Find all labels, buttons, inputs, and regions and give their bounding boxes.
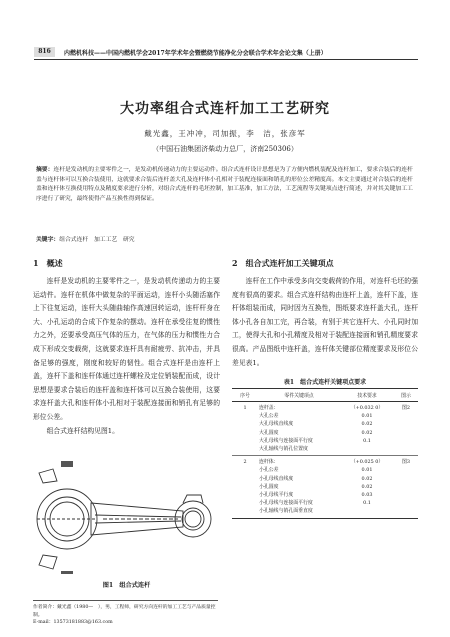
- table-header-row: [232, 389, 418, 402]
- running-header: [34, 47, 418, 60]
- item-line: 大孔母线直线度: [259, 421, 294, 428]
- abstract-text: 连杆是发动机的主要零件之一，是发动机传递动力的主要运动件。组合式连杆设计思想是为了方便内燃机装配及连杆加工，要求合装后的连杆盖与连杆体可以互换合装使用，这就要求合装后连杆盖大孔及连杆体小孔相对于装配连接面和销孔的形位公差精度高。本文主要通过对合装后的连杆盖和连杆体互换使用特点及精度要求进行分析，对组合式连杆的毛坯控制，加工基准，加工方法，工艺流程等关键项点进行简述，并对其关键加工工序进行了研究，最终使得产品互换性得到保证。: [36, 167, 413, 202]
- table-caption: 表1 组合式连杆关键项点要求: [283, 379, 367, 386]
- req-line: 0.1: [363, 437, 371, 444]
- keywords: [36, 234, 416, 243]
- footnote-bio: 作者简介：戴光鑫（1980— ），男，工程师，研究方向连杆的加工工艺与产品质量控制。: [33, 605, 216, 618]
- requirements-table: [232, 388, 418, 519]
- item-line: 大孔母线与连接面平行度: [259, 437, 313, 444]
- abstract: [36, 166, 416, 204]
- row-requirements: [340, 402, 394, 456]
- cap-bolt-upper: [39, 469, 57, 483]
- small-end-outer: [175, 501, 211, 537]
- row-no: 2: [232, 456, 258, 518]
- req-line: （+0.032 0）: [350, 405, 384, 411]
- item-line: 大孔轴线与销孔位置度: [259, 446, 308, 453]
- cap-bottom-pad: [61, 571, 73, 574]
- section-1-paragraph-1: 连杆是发动机的主要零件之一，是发动机传递动力的主要运动件。连杆在机体中做复杂的平面运动，连杆小头随活塞作上下往复运动，连杆大头随曲轴作高速回转运动，连杆杆身在大、小孔运动的合成下作复杂的摆动。连杆在承受往复的惯性力之外，还要承受高压气体的压力，在气体的压力和惯性力合成下形成交变载荷，这就要求连杆具有耐疲劳、抗冲击，并具备足够的强度，刚度和较好的韧性。组合式连杆是由连杆上盖，连杆下盖和连杆体通过连杆螺栓及定位销装配而成，设计思想是要求合装后的连杆盖和连杆体可以互换合装使用，这要求连杆盖大孔和连杆体小孔相对于装配连接面和销孔有足够的形位公差。: [33, 277, 220, 421]
- item-line: 小孔轴线与销孔面垂直度: [259, 508, 313, 515]
- section-2-paragraph-1: 连杆在工作中承受多向交变载荷的作用，对连杆毛坯的强度有很高的要求。组合式连杆结构由连杆上盖，连杆下盖，连杆体组装而成，同时因为互换性，图纸要求连杆盖大孔，连杆体小孔各自加工完，再合装，有别于其它连杆大、小孔同时加工，使得大孔和小孔精度及相对于装配连接面和销孔精度要求很高。产品图纸中连杆盖，连杆体关键部位精度要求及形位公差见表1。: [232, 277, 418, 367]
- req-line: 0.02: [361, 483, 373, 490]
- col-header-requirement: 技术要求: [340, 389, 394, 402]
- page-number: 816: [34, 47, 55, 57]
- section-1-body: [33, 275, 220, 438]
- req-line: 0.01: [361, 413, 373, 420]
- col-header-figure: 图示: [394, 389, 418, 402]
- req-line: 0.1: [363, 500, 371, 507]
- section-2-heading: 2 组合式连杆加工关键项点: [232, 258, 334, 268]
- item-line: 小孔母线平行度: [259, 492, 294, 499]
- cap-bolt-lower: [39, 555, 57, 569]
- col-header-no: 序号: [232, 389, 258, 402]
- row-items: [258, 402, 340, 456]
- row-requirements: [340, 456, 394, 518]
- keywords-label: 关键字：: [36, 237, 60, 243]
- affiliation: （中国石油集团济柴动力总厂，济南250306）: [152, 145, 298, 153]
- row-no: 1: [232, 402, 258, 456]
- authors: 戴光鑫，王冲冲，司加振，李 洁，张彦军: [144, 129, 306, 138]
- footnote-email: E-mail：13573181883@163.com: [33, 620, 113, 625]
- table-row: [232, 402, 418, 456]
- col-header-item: 零件关键项点: [258, 389, 340, 402]
- row-items: [258, 456, 340, 518]
- item-line: 大孔圆度: [259, 429, 279, 436]
- paper-title: 大功率组合式连杆加工工艺研究: [120, 101, 330, 117]
- small-end-oil-hole: [183, 495, 203, 503]
- item-line: 小孔母线直线度: [259, 475, 294, 482]
- req-line: 0.02: [361, 421, 373, 428]
- small-end-bushing: [185, 511, 201, 527]
- table-row: [232, 456, 418, 518]
- req-line: 0.03: [361, 492, 373, 499]
- item-line: 大孔公差: [259, 413, 279, 420]
- req-line: 0.02: [361, 475, 373, 482]
- row-figure-ref: 图3: [394, 456, 418, 518]
- author-footnote: [33, 600, 218, 627]
- keywords-text: 组合式连杆 加工工艺 研究: [59, 237, 135, 243]
- row-figure-ref: 图2: [394, 402, 418, 456]
- connecting-rod-figure: [33, 459, 220, 574]
- section-1-heading: 1 概述: [33, 258, 63, 268]
- section-1-paragraph-2: 组合式连杆结构见图1。: [46, 426, 119, 435]
- item-line: 小孔公差: [259, 467, 279, 474]
- cap-top-pad: [61, 461, 73, 467]
- item-line: 小孔母线与连接面平行度: [259, 500, 313, 507]
- req-line: （+0.025 0）: [350, 459, 384, 466]
- req-line: 0.02: [361, 429, 373, 436]
- req-line: 0.01: [361, 467, 373, 474]
- section-2-body: [232, 275, 418, 370]
- item-line: 连杆盖：: [259, 405, 279, 411]
- item-line: 连杆体：: [259, 459, 279, 466]
- journal-name: 内燃机科技——中国内燃机学会2017年学术年会暨燃烧节能净化分会联合学术年会论文集（上册）: [64, 50, 327, 57]
- figure-caption: 图1 组合式连杆: [102, 582, 151, 589]
- abstract-label: 摘要：: [36, 167, 54, 173]
- item-line: 小孔圆度: [259, 483, 279, 490]
